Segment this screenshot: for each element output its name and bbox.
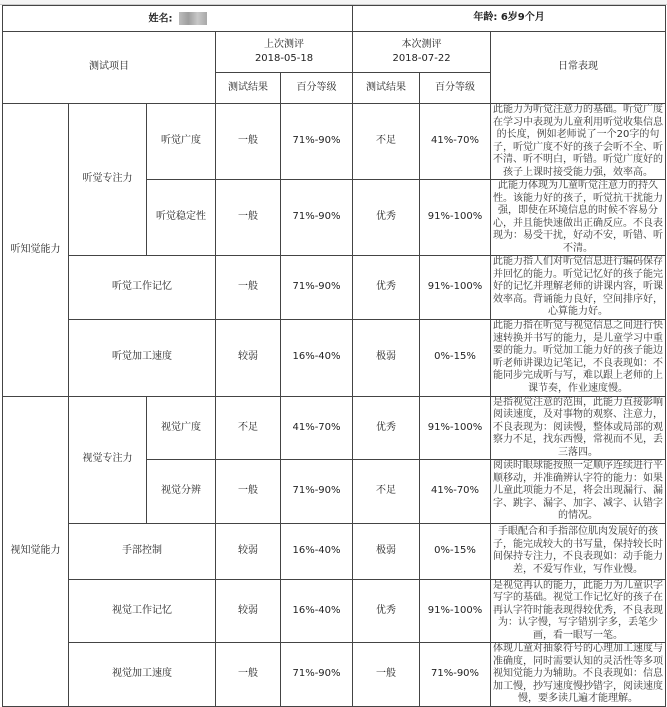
age-value: 6岁9个月	[500, 12, 545, 24]
item-name: 视觉加工速度	[69, 643, 216, 707]
item-name: 手部控制	[69, 523, 216, 579]
curr-result: 优秀	[353, 180, 420, 256]
prev-pct-header: 百分等级	[281, 73, 353, 104]
prev-pct: 16%-40%	[281, 579, 353, 643]
table-row	[3, 319, 666, 396]
subcategory-vis-attention: 视觉专注力	[69, 396, 147, 523]
table-row	[3, 104, 666, 180]
daily-desc: 此能力为听觉注意力的基础。听觉广度在学习中表现为儿童利用听觉收集信息的长度，例如老师说了一个20字的句子，听觉广度不好的孩子会听不全、听不清、听不明白，听错。听觉广度好的孩子上课时接受能力强，效率高。	[491, 104, 666, 180]
curr-pct: 0%-15%	[420, 319, 491, 396]
daily-desc: 手眼配合和手指部位肌肉发展好的孩子，能完成较大的书写量，保持较长时间保持专注力，不良表现如：动手能力差，不爱写作业，写作业慢。	[491, 523, 666, 579]
curr-eval-date: 2018-07-22	[392, 53, 451, 64]
prev-result-header: 测试结果	[216, 73, 281, 104]
curr-eval-label: 本次测评	[401, 38, 442, 50]
curr-pct: 0%-15%	[420, 523, 491, 579]
test-item-header: 测试项目	[3, 32, 216, 104]
item-name: 听觉加工速度	[69, 319, 216, 396]
category-visual: 视知觉能力	[3, 396, 69, 706]
curr-pct-header: 百分等级	[420, 73, 491, 104]
prev-result: 一般	[216, 256, 281, 320]
prev-pct: 16%-40%	[281, 319, 353, 396]
prev-pct: 16%-40%	[281, 523, 353, 579]
prev-pct: 71%-90%	[281, 460, 353, 524]
daily-desc: 是指视觉注意的范围，此能力直接影响阅读速度，及对事物的观察、注意力，不良表现为：阅读慢，整体或局部的观察力不足，找东西慢，常视而不见，丢三落四。	[491, 396, 666, 460]
daily-desc: 此能力指人们对听觉信息进行编码保存并回忆的能力。听觉记忆好的孩子能完好的记忆并理解老师的讲课内容，听课效率高。背诵能力良好，空间排序好，心算能力好。	[491, 256, 666, 320]
prev-pct: 71%-90%	[281, 643, 353, 707]
prev-result: 一般	[216, 643, 281, 707]
prev-result: 一般	[216, 104, 281, 180]
table-row	[3, 579, 666, 643]
name-label: 姓名:	[148, 13, 173, 24]
item-name: 听觉稳定性	[147, 180, 216, 256]
prev-pct: 71%-90%	[281, 104, 353, 180]
item-name: 视觉工作记忆	[69, 579, 216, 643]
daily-desc: 此能力指在听觉与视觉信息之间进行快速转换并书写的能力，是儿童学习中重要的能力。听觉加工能力好的孩子能边听老师讲课边记笔记，不良表现如：不能同步完成听与写，难以跟上老师的上课节奏，作业速度慢。	[491, 319, 666, 396]
prev-result: 一般	[216, 460, 281, 524]
curr-pct: 41%-70%	[420, 460, 491, 524]
prev-result: 不足	[216, 396, 281, 460]
curr-result: 极弱	[353, 319, 420, 396]
table-row	[3, 643, 666, 707]
curr-pct: 41%-70%	[420, 104, 491, 180]
curr-pct: 91%-100%	[420, 396, 491, 460]
curr-eval-header	[353, 32, 491, 73]
daily-desc: 体现儿童对抽象符号的心理加工速度与准确度，同时需要认知的灵活性等多项视知觉能力为辅助。不良表现如：信息加工慢，抄写速度慢抄错字，阅读速度慢，要多读几遍才能理解。	[491, 643, 666, 707]
daily-desc: 是视觉再认的能力，此能力为儿童识字写字的基础。视觉工作记忆好的孩子在再认字符时能表现得较优秀，不良表现为：认字慢，写字错别字多，丢笔少画，看一眼写一笔。	[491, 579, 666, 643]
prev-result: 一般	[216, 180, 281, 256]
prev-eval-header	[216, 32, 353, 73]
prev-pct: 71%-90%	[281, 180, 353, 256]
category-auditory: 听知觉能力	[3, 104, 69, 397]
curr-pct: 91%-100%	[420, 180, 491, 256]
curr-result: 一般	[353, 643, 420, 707]
curr-result: 优秀	[353, 396, 420, 460]
curr-pct: 71%-90%	[420, 643, 491, 707]
prev-result: 较弱	[216, 319, 281, 396]
item-name: 听觉工作记忆	[69, 256, 216, 320]
redacted-name	[179, 12, 207, 25]
curr-result: 优秀	[353, 579, 420, 643]
daily-desc: 此能力体现为儿童听觉注意力的持久性。该能力好的孩子，听觉抗干扰能力强，即使在环境信息的时候不容易分心，并且能快速做出正确反应。不良表现为：易受干扰，好动不安，听错、听不清。	[491, 180, 666, 256]
age-label: 年龄:	[473, 12, 498, 24]
table-row	[3, 523, 666, 579]
curr-result-header: 测试结果	[353, 73, 420, 104]
daily-desc: 阅读时眼球能按照一定顺序连续进行平顺移动，并准确辨认字符的能力：如果儿童此项能力不足，将会出现漏行、漏字、跳字、漏字、加字、减字、认错字的情况。	[491, 460, 666, 524]
item-name: 视觉分辨	[147, 460, 216, 524]
prev-pct: 41%-70%	[281, 396, 353, 460]
table-row	[3, 256, 666, 320]
curr-result: 极弱	[353, 523, 420, 579]
subcategory-aud-attention: 听觉专注力	[69, 104, 147, 256]
item-name: 视觉广度	[147, 396, 216, 460]
prev-eval-label: 上次测评	[264, 38, 304, 50]
table-row	[3, 396, 666, 460]
age-cell	[353, 6, 666, 32]
curr-pct: 91%-100%	[420, 256, 491, 320]
curr-result: 不足	[353, 460, 420, 524]
daily-header: 日常表现	[491, 32, 666, 104]
curr-result: 优秀	[353, 256, 420, 320]
curr-pct: 91%-100%	[420, 579, 491, 643]
item-name: 听觉广度	[147, 104, 216, 180]
name-cell	[3, 6, 353, 32]
prev-result: 较弱	[216, 523, 281, 579]
prev-pct: 71%-90%	[281, 256, 353, 320]
assessment-table	[2, 5, 666, 707]
prev-result: 较弱	[216, 579, 281, 643]
curr-result: 不足	[353, 104, 420, 180]
prev-eval-date: 2018-05-18	[254, 53, 314, 64]
